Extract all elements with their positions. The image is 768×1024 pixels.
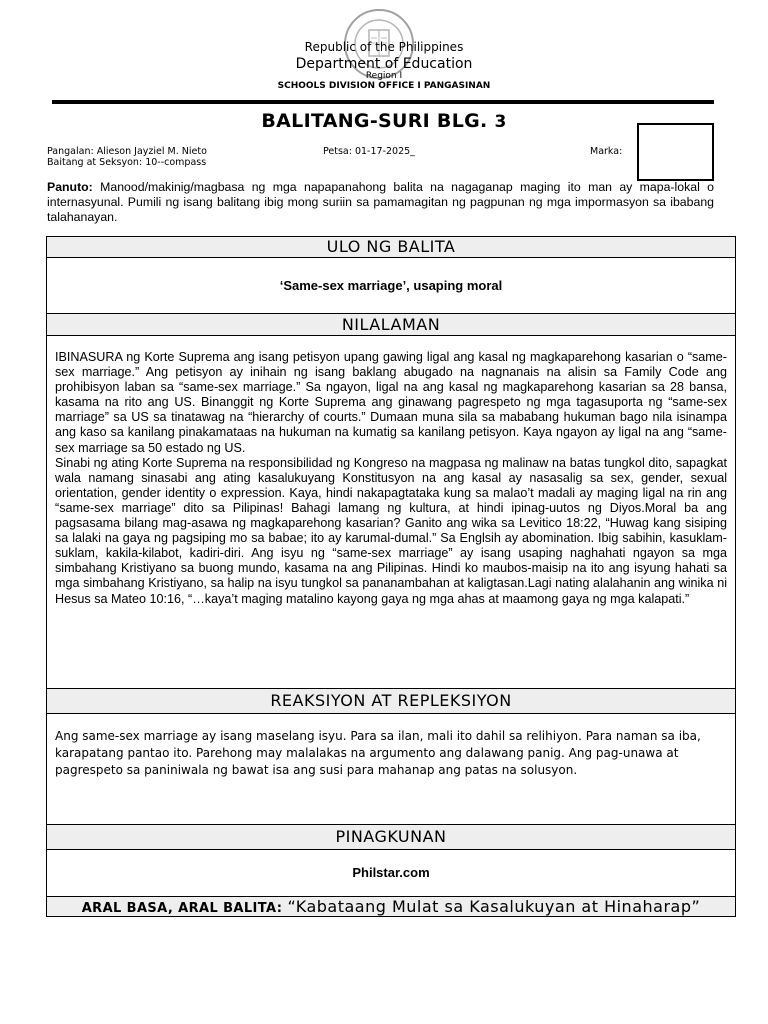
name-label: Pangalan: [47,146,94,157]
content-body [47,336,735,689]
headline-value: ‘Same-sex marriage’, usaping moral [47,258,735,314]
instructions [47,180,714,225]
content-paragraph: IBINASURA ng Korte Suprema ang isang petisyon upang gawing ligal ang kasal ng magkaparehong kasarian o “same-sex marriage.” Ang petisyon ay inihain ng isang baklang abugado na nagnanais na alisin sa Family Code ang prohibisyon laban sa “same-sex marriage.” Sa ngayon, ligal na ang kasal ng magkaparehong kasarian sa 28 bansa, kasama na rito ang US. Binanggit ng Korte Suprema ang ginawang pagrespeto ng mga tagasuporta ng “same-sex marriage” sa US sa tinatawag na “hierarchy of courts.” Dumaan muna sila sa mababang hukuman bago nila isinampa ang kaso sa kanilang pinakamataas na hukuman na kumatig sa kanilang petisyon. Kaya ngayon ay ligal na ang “same-sex marriage sa 50 estado ng US. [55,350,727,455]
header-divider [52,100,714,104]
date-field [323,146,415,157]
score-label: Marka: [590,146,623,157]
date-value: 01-17-2025_ [354,146,415,157]
header-region: Region I [365,71,403,81]
source-value: Philstar.com [47,850,735,897]
header-republic: Republic of the Philippines [304,40,464,54]
student-name-field [47,146,207,157]
reaction-section-header: REAKSIYON AT REPLEKSIYON [47,689,735,714]
source-section-header: PINAGKUNAN [47,825,735,850]
section-value: 10--compass [145,157,207,168]
footer-label: ARAL BASA, ARAL BALITA: [81,901,283,916]
title-number: 3 [494,112,507,132]
header-department: Department of Education [295,56,473,72]
section-label: Baitang at Seksyon: [47,157,143,168]
score-box [637,123,714,181]
footer-quote: “Kabataang Mulat sa Kasalukuyan at Hinaharap” [287,897,701,916]
content-paragraph: Sinabi ng ating Korte Suprema na responsibilidad ng Kongreso na magpasa ng malinaw na batas tungkol dito, sapagkat wala namang sinasabi ang ating kasalukuyang Konstitusyon na ang kasal ay nasasalig sa sex, gender, sexual orientation, gender identity o expression. Kaya, hindi nakapagtataka kung sa malao’t madali ay maging ligal na rin ang “same-sex marriage” dito sa Pilipinas! Bahagi lamang ng kultura, at hindi ipinag-uutos ng Diyos.Moral ba ang pagsasama bilang mag-asawa ng magkaparehong kasarian? Ganito ang wika sa Levitico 18:22, “Huwag kang sisiping sa lalaki na gaya ng pagsiping mo sa babae; ito ay karumal-dumal.” Sa Englsih ay abomination. Ibig sabihin, kasuklam-suklam, kakila-kilabot, kadiri-diri. Ang isyu ng “same-sex marriage” ay isang usaping naghahati ngayon sa mga simbahang Kristiyano sa buong mundo, kasama na ang Pilipinas. Hindi ko maubos-maisip na ito ang isyung hahati sa mga simbahang Kristiyano, sa halip na isyu tungkol sa pananambahan at kaligtasan.Lagi nating alalahanin ang winika ni Hesus sa Mateo 10:16, “…kaya’t maging matalino kayong gaya ng mga ahas at maamong gaya ng mga kalapati.” [55,455,727,606]
content-section-header: NILALAMAN [47,314,735,336]
header-division: SCHOOLS DIVISION OFFICE I PANGASINAN [277,81,491,91]
title-text: BALITANG-SURI BLG. [261,110,488,132]
news-analysis-table [46,236,736,917]
instructions-label: Panuto: [47,180,93,194]
grade-section-field [47,157,206,168]
name-value: Alieson Jayziel M. Nieto [96,146,207,157]
instructions-text: Manood/makinig/magbasa ng mga napapanahong balita na nagaganap maging ito man ay mapa-lokal o internasyunal. Pumili ng isang balitang ibig mong suriin sa pamamagitan ng pagpunan ng mga impormasyon sa ibabang talahanayan. [47,180,715,224]
reaction-body: Ang same-sex marriage ay isang maselang isyu. Para sa ilan, mali ito dahil sa relihiyon. Para naman sa iba, karapatang pantao ito. Parehong may malalakas na argumento ang dalawang panig. Ang pag-unawa at pagrespeto sa paniniwala ng bawat isa ang susi para mahanap ang patas na solusyon. [47,714,735,825]
headline-section-header: ULO NG BALITA [47,237,735,258]
footer-motto [47,897,735,916]
date-label: Petsa: [323,146,352,157]
